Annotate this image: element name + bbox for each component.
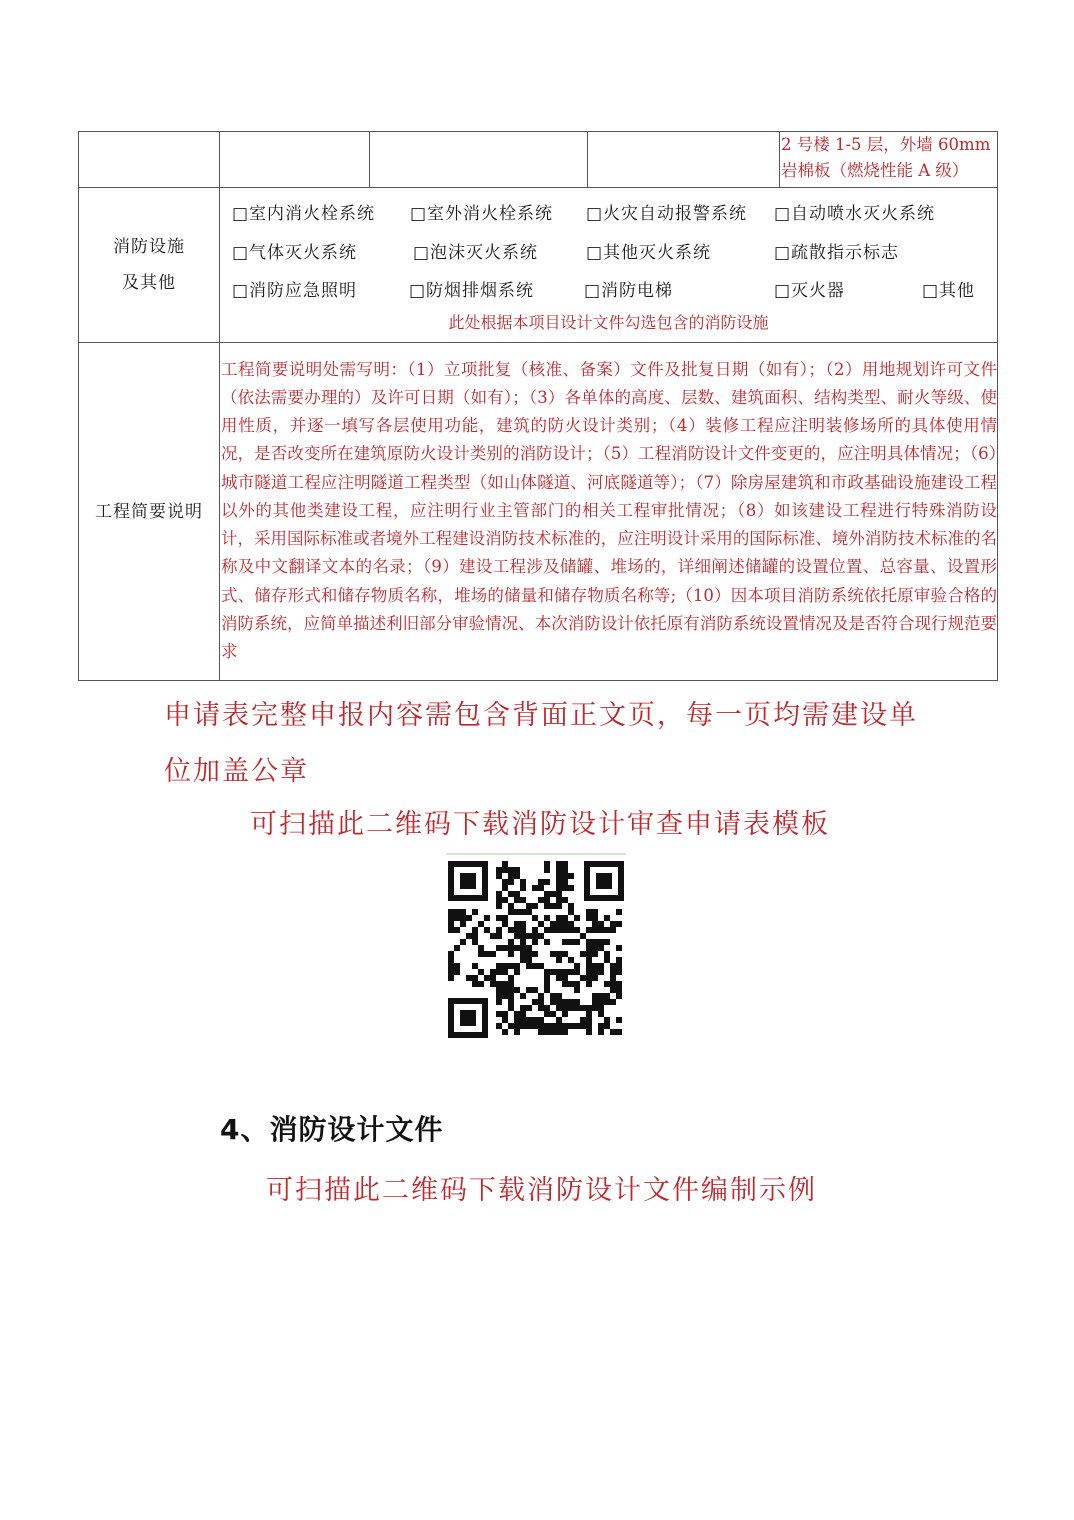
checkbox-evacuation-signs[interactable]: □疏散指示标志 xyxy=(774,242,900,263)
submission-notice: 申请表完整申报内容需包含背面正文页，每一页均需建设单位加盖公章 xyxy=(164,700,918,787)
exterior-wall-note-line-1: 2 号楼 1-5 层，外墙 60mm xyxy=(781,135,991,154)
checkbox-emergency-lighting[interactable]: □消防应急照明 xyxy=(232,281,358,301)
checkbox-indoor-hydrant[interactable]: □室内消火栓系统 xyxy=(232,204,376,224)
facilities-row xyxy=(232,269,997,308)
description-label: 工程简要说明 xyxy=(79,343,220,681)
table-cell xyxy=(220,132,370,188)
checkbox-fire-elevator[interactable]: □消防电梯 xyxy=(584,281,674,301)
checkbox-sprinkler[interactable]: □自动喷水灭火系统 xyxy=(774,204,936,224)
facilities-note: 此处根据本项目设计文件勾选包含的消防设施 xyxy=(448,312,769,332)
facilities-row xyxy=(232,231,997,270)
checkbox-fire-alarm[interactable]: □火灾自动报警系统 xyxy=(586,204,748,224)
checkbox-other[interactable]: □其他 xyxy=(922,281,976,301)
facilities-options-cell xyxy=(220,188,998,343)
exterior-wall-note-cell xyxy=(780,132,998,188)
table-row xyxy=(79,188,998,343)
checkbox-foam-extinguishing[interactable]: □泡沫灭火系统 xyxy=(413,242,539,263)
table-cell xyxy=(79,132,220,188)
qr-caption-form-template: 可扫描此二维码下载消防设计审查申请表模板 xyxy=(250,809,830,840)
application-form-table xyxy=(78,131,998,681)
description-text: 工程简要说明处需写明：（1）立项批复（核准、备案）文件及批复日期（如有）；（2）用地规划许可文件（依法需要办理的）及许可日期（如有）；（3）各单体的高度、层数、建筑面积、结构类型、耐火等级、使用性质，并逐一填写各层使用功能，建筑的防火设计类别；（4）装修工程应注明装修场所的具体使用情况，是否改变所在建筑原防火设计类别的消防设计；（5）工程消防设计文件变更的，应注明具体情况；（6）城市隧道工程应注明隧道工程类型（如山体隧道、河底隧道等）；（7）除房屋建筑和市政基础设施建设工程以外的其他类建设工程，应注明行业主管部门的相关工程审批情况；（8）如该建设工程进行特殊消防设计，采用国际标准或者境外工程建设消防技术标准的，应注明设计采用的国际标准、境外消防技术标准的名称及中文翻译文本的名录；（9）建设工程涉及储罐、堆场的，详细阐述储罐的设置位置、总容量、设置形式、储存形式和储存物质名称，堆场的储量和储存物质名称等;（10）因本项目消防系统依托原审验合格的消防系统，应简单描述利旧部分审验情况、本次消防设计依托原有消防系统设置情况及是否符合现行规范要求 xyxy=(220,343,998,681)
checkbox-outdoor-hydrant[interactable]: □室外消火栓系统 xyxy=(410,204,554,224)
checkbox-other-extinguishing[interactable]: □其他灭火系统 xyxy=(586,242,712,263)
checkbox-extinguisher[interactable]: □灭火器 xyxy=(774,281,846,301)
facilities-row xyxy=(232,192,997,231)
section-title-fire-design-docs: 4、消防设计文件 xyxy=(220,1113,444,1146)
checkbox-smoke-exhaust[interactable]: □防烟排烟系统 xyxy=(409,281,535,301)
table-row xyxy=(79,132,998,188)
qr-caption-design-doc-example: 可扫描此二维码下载消防设计文件编制示例 xyxy=(266,1175,817,1206)
facilities-label-line: 及其他 xyxy=(122,273,176,293)
facilities-label xyxy=(79,188,220,343)
qr-code-icon[interactable] xyxy=(446,853,626,1040)
table-cell xyxy=(588,132,780,188)
table-cell xyxy=(370,132,588,188)
table-row xyxy=(79,343,998,681)
exterior-wall-note-line-2: 岩棉板（燃烧性能 A 级） xyxy=(781,161,969,180)
facilities-label-line: 消防设施 xyxy=(113,237,185,257)
checkbox-gas-extinguishing[interactable]: □气体灭火系统 xyxy=(232,242,358,263)
